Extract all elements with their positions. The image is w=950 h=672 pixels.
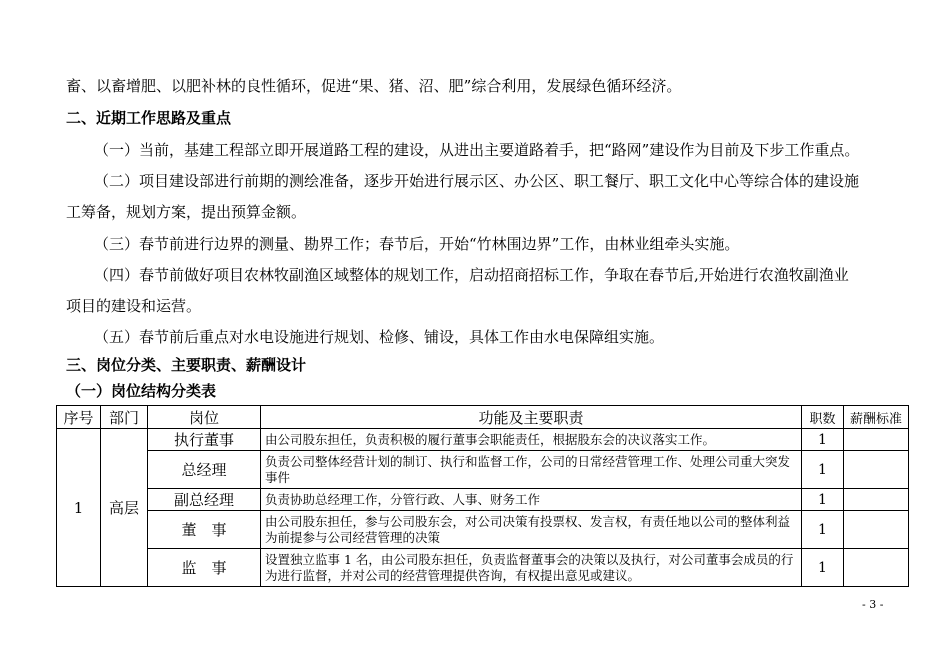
table-row [57, 489, 909, 511]
header-duty: 功能及主要职责 [261, 406, 802, 429]
cell-count: 1 [802, 429, 844, 451]
paragraph-item-2-line2: 工筹备，规划方案，提出预算金额。 [66, 203, 307, 221]
cell-seq: 1 [57, 429, 101, 587]
cell-count: 1 [802, 489, 844, 511]
cell-duty: 负责公司整体经营计划的制订、执行和监督工作，公司的日常经营管理工作、处理公司重大突发事件 [261, 451, 802, 489]
cell-count: 1 [802, 549, 844, 587]
cell-duty: 设置独立监事 1 名，由公司股东担任，负责监督董事会的决策以及执行，对公司董事会成员的行为进行监督，并对公司的经营管理提供咨询，有权提出意见或建议。 [261, 549, 802, 587]
position-structure-table [56, 405, 909, 587]
table-header-row [57, 406, 909, 429]
page-number: - 3 - [862, 598, 884, 611]
cell-duty: 由公司股东担任，参与公司股东会，对公司决策有投票权、发言权，有责任地以公司的整体利益为前提参与公司经营管理的决策 [261, 511, 802, 549]
cell-salary [844, 429, 909, 451]
cell-post: 副总经理 [148, 489, 261, 511]
heading-section-3: 三、岗位分类、主要职责、薪酬设计 [66, 356, 307, 374]
paragraph-item-4-line2: 项目的建设和运营。 [66, 297, 202, 315]
cell-count: 1 [802, 511, 844, 549]
cell-salary [844, 549, 909, 587]
cell-post: 监 事 [148, 549, 261, 587]
paragraph-item-1: （一）当前，基建工程部立即开展道路工程的建设，从进出主要道路着手，把“路网”建设作为目前及下步工作重点。 [94, 141, 860, 159]
cell-post: 执行董事 [148, 429, 261, 451]
table-row [57, 429, 909, 451]
cell-department: 高层 [101, 429, 148, 587]
header-post: 岗位 [148, 406, 261, 429]
heading-subsection-1: （一）岗位结构分类表 [66, 382, 217, 400]
paragraph-item-2-line1: （二）项目建设部进行前期的测绘准备，逐步开始进行展示区、办公区、职工餐厅、职工文化中心等综合体的建设施 [94, 172, 860, 190]
table-row [57, 451, 909, 489]
cell-salary [844, 511, 909, 549]
paragraph-item-3: （三）春节前进行边界的测量、勘界工作；春节后，开始“竹林围边界”工作，由林业组牵头实施。 [94, 235, 740, 253]
cell-salary [844, 451, 909, 489]
cell-duty: 负责协助总经理工作，分管行政、人事、财务工作 [261, 489, 802, 511]
cell-count: 1 [802, 451, 844, 489]
paragraph-item-5: （五）春节前后重点对水电设施进行规划、检修、铺设，具体工作由水电保障组实施。 [94, 328, 665, 346]
cell-post: 董 事 [148, 511, 261, 549]
table-row [57, 549, 909, 587]
table-row [57, 511, 909, 549]
header-salary: 薪酬标准 [844, 406, 909, 429]
heading-section-2: 二、近期工作思路及重点 [66, 109, 232, 127]
header-seq: 序号 [57, 406, 101, 429]
paragraph-item-4-line1: （四）春节前做好项目农林牧副渔区域整体的规划工作，启动招商招标工作，争取在春节后,开始进行农渔牧副渔业 [94, 266, 849, 284]
paragraph-intro-continuation: 畜、以畜增肥、以肥补林的良性循环，促进“果、猪、沼、肥”综合利用，发展绿色循环经济。 [66, 77, 682, 95]
header-count: 职数 [802, 406, 844, 429]
cell-duty: 由公司股东担任，负责积极的履行董事会职能责任，根据股东会的决议落实工作。 [261, 429, 802, 451]
cell-salary [844, 489, 909, 511]
header-department: 部门 [101, 406, 148, 429]
cell-post: 总经理 [148, 451, 261, 489]
